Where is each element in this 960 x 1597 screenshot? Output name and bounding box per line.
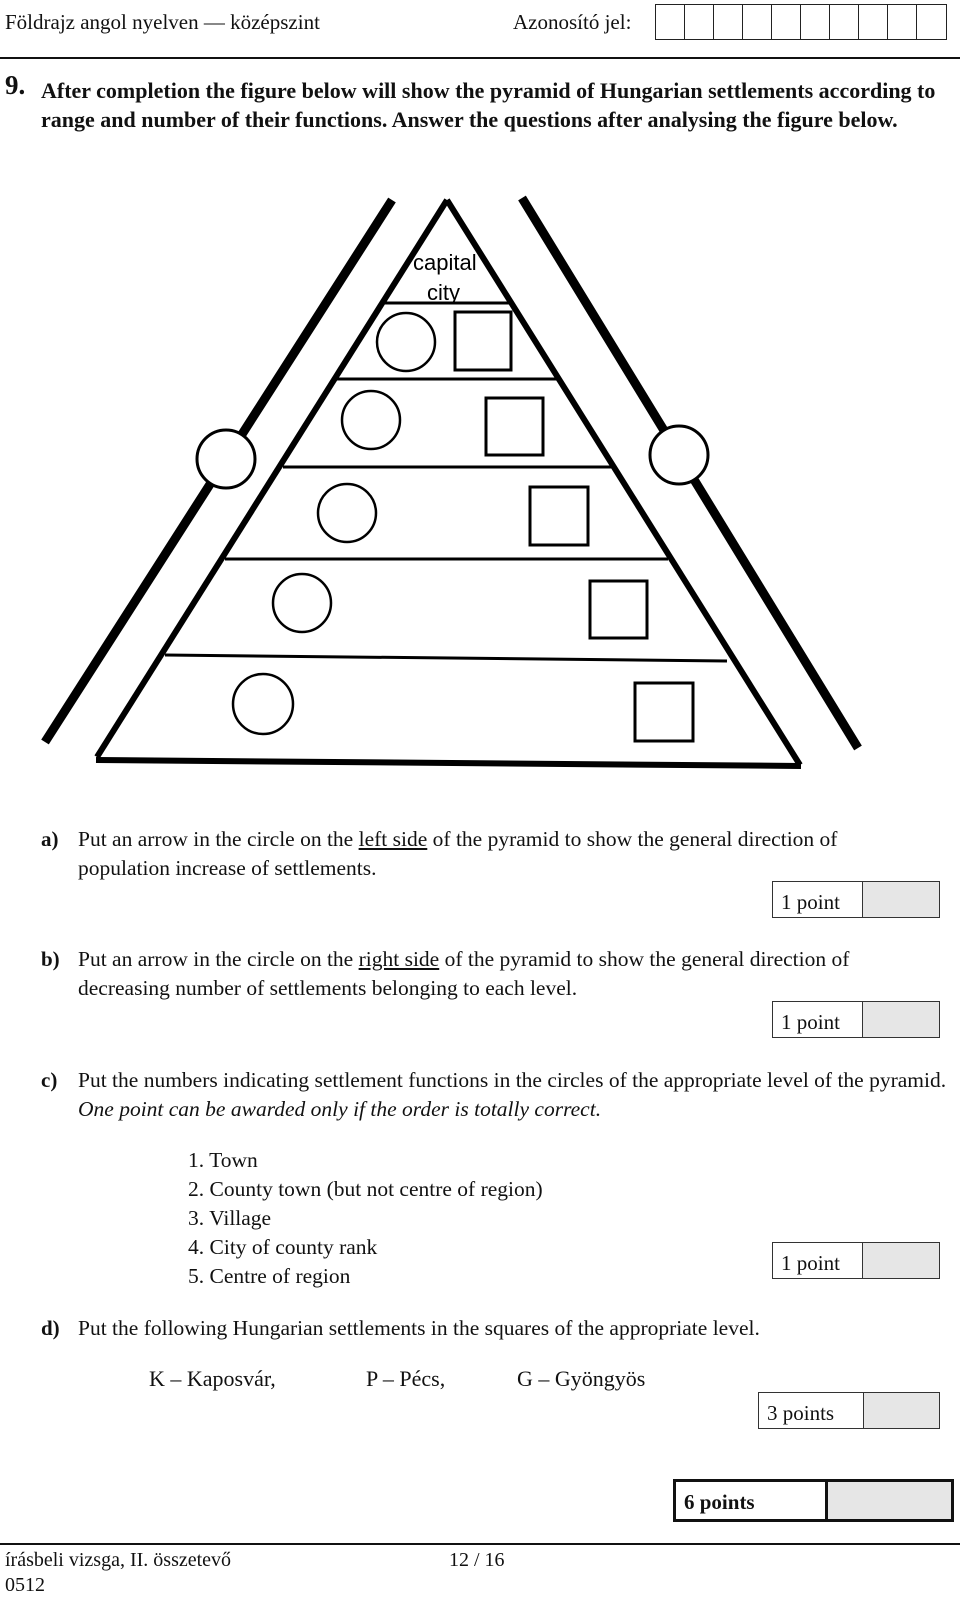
part-d-text: Put the following Hungarian settlements in the squares of the appropriate level. (78, 1316, 760, 1340)
capital-label-line1: capital (413, 250, 477, 275)
part-c-text-main: Put the numbers indicating settlement functions in the circles of the appropriate level of the pyramid. (78, 1068, 947, 1092)
level-square[interactable] (455, 312, 511, 370)
part-a-letter: a) (41, 827, 59, 851)
settlement-pyramid-figure (0, 180, 960, 800)
level-square[interactable] (590, 581, 647, 638)
id-box[interactable] (743, 5, 772, 39)
level-square[interactable] (635, 683, 693, 741)
level-line-5 (165, 655, 727, 661)
part-b-score-field[interactable] (863, 1002, 939, 1037)
part-a-score-field[interactable] (863, 882, 939, 917)
part-b-text-after: of the pyramid to show the general direction of decreasing number of settlements belonging to each level. (78, 947, 850, 1000)
list-item: 2. County town (but not centre of region) (188, 1177, 543, 1201)
part-b-letter: b) (41, 947, 60, 971)
part-b-underlined: right side (358, 947, 440, 971)
part-c-letter: c) (41, 1068, 58, 1092)
level-square[interactable] (530, 487, 588, 545)
list-item: 4. City of county rank (188, 1235, 378, 1259)
capital-label-line2: city (427, 280, 460, 305)
left-arrow-circle[interactable] (197, 430, 255, 488)
footer-exam-label: írásbeli vizsga, II. összetevő (5, 1549, 232, 1571)
part-a-text-after: of the pyramid to show the general direction of population increase of settlements. (78, 827, 838, 880)
part-b-text (78, 945, 853, 1003)
part-a-text (78, 825, 838, 883)
id-boxes[interactable] (655, 4, 947, 40)
total-points-label: 6 points (676, 1482, 828, 1519)
footer-code: 0512 (5, 1574, 45, 1596)
header-title: Földrajz angol nyelven — középszint (5, 10, 320, 34)
part-c-text-italic: One point can be awarded only if the order is totally correct. (78, 1097, 602, 1121)
total-score-box (673, 1479, 954, 1522)
part-a-points-label: 1 point (773, 882, 863, 917)
part-c-points-label: 1 point (773, 1243, 863, 1278)
part-c-score-field[interactable] (863, 1243, 939, 1278)
id-box[interactable] (830, 5, 859, 39)
part-a-underlined: left side (358, 827, 428, 851)
footer-page-number: 12 / 16 (449, 1549, 505, 1571)
settlement-gyongyos: G – Gyöngyös (517, 1366, 646, 1391)
footer-rule (0, 1543, 960, 1545)
id-box[interactable] (859, 5, 888, 39)
level-circle[interactable] (233, 674, 293, 734)
question-number: 9. (5, 70, 26, 100)
part-a-text-before: Put an arrow in the circle on the (78, 827, 359, 851)
id-box[interactable] (888, 5, 917, 39)
id-box[interactable] (917, 5, 946, 39)
part-d-score-box (758, 1392, 940, 1429)
id-box[interactable] (656, 5, 685, 39)
pyramid-right-edge (447, 200, 800, 765)
part-b-text-before: Put an arrow in the circle on the (78, 947, 359, 971)
level-circle[interactable] (377, 313, 435, 371)
id-box[interactable] (772, 5, 801, 39)
list-item: 3. Village (188, 1206, 272, 1230)
id-label: Azonosító jel: (513, 10, 632, 34)
level-circle[interactable] (273, 574, 331, 632)
pyramid-base (96, 760, 801, 766)
part-b-points-label: 1 point (773, 1002, 863, 1037)
part-d-letter: d) (41, 1316, 60, 1340)
question-text: After completion the figure below will show the pyramid of Hungarian settlements according to range and number of their functions. Answer the questions after analysing the figure below. (41, 78, 936, 132)
level-circle[interactable] (342, 391, 400, 449)
settlement-kaposvar: K – Kaposvár, (149, 1366, 276, 1391)
part-b-score-box (772, 1001, 940, 1038)
right-arrow-circle[interactable] (650, 426, 708, 484)
settlement-pecs: P – Pécs, (366, 1366, 446, 1391)
total-score-field[interactable] (828, 1482, 951, 1519)
level-circle[interactable] (318, 484, 376, 542)
list-item: 5. Centre of region (188, 1264, 351, 1288)
part-d-score-field[interactable] (864, 1393, 939, 1428)
part-a-score-box (772, 881, 940, 918)
id-box[interactable] (685, 5, 714, 39)
settlement-function-list (188, 1146, 543, 1291)
part-d-points-label: 3 points (759, 1393, 864, 1428)
id-box[interactable] (801, 5, 830, 39)
part-c-score-box (772, 1242, 940, 1279)
header-rule (0, 57, 960, 59)
pyramid-left-edge (97, 200, 447, 757)
level-square[interactable] (486, 398, 543, 455)
part-c-text (78, 1066, 948, 1124)
id-box[interactable] (714, 5, 743, 39)
list-item: 1. Town (188, 1148, 258, 1172)
